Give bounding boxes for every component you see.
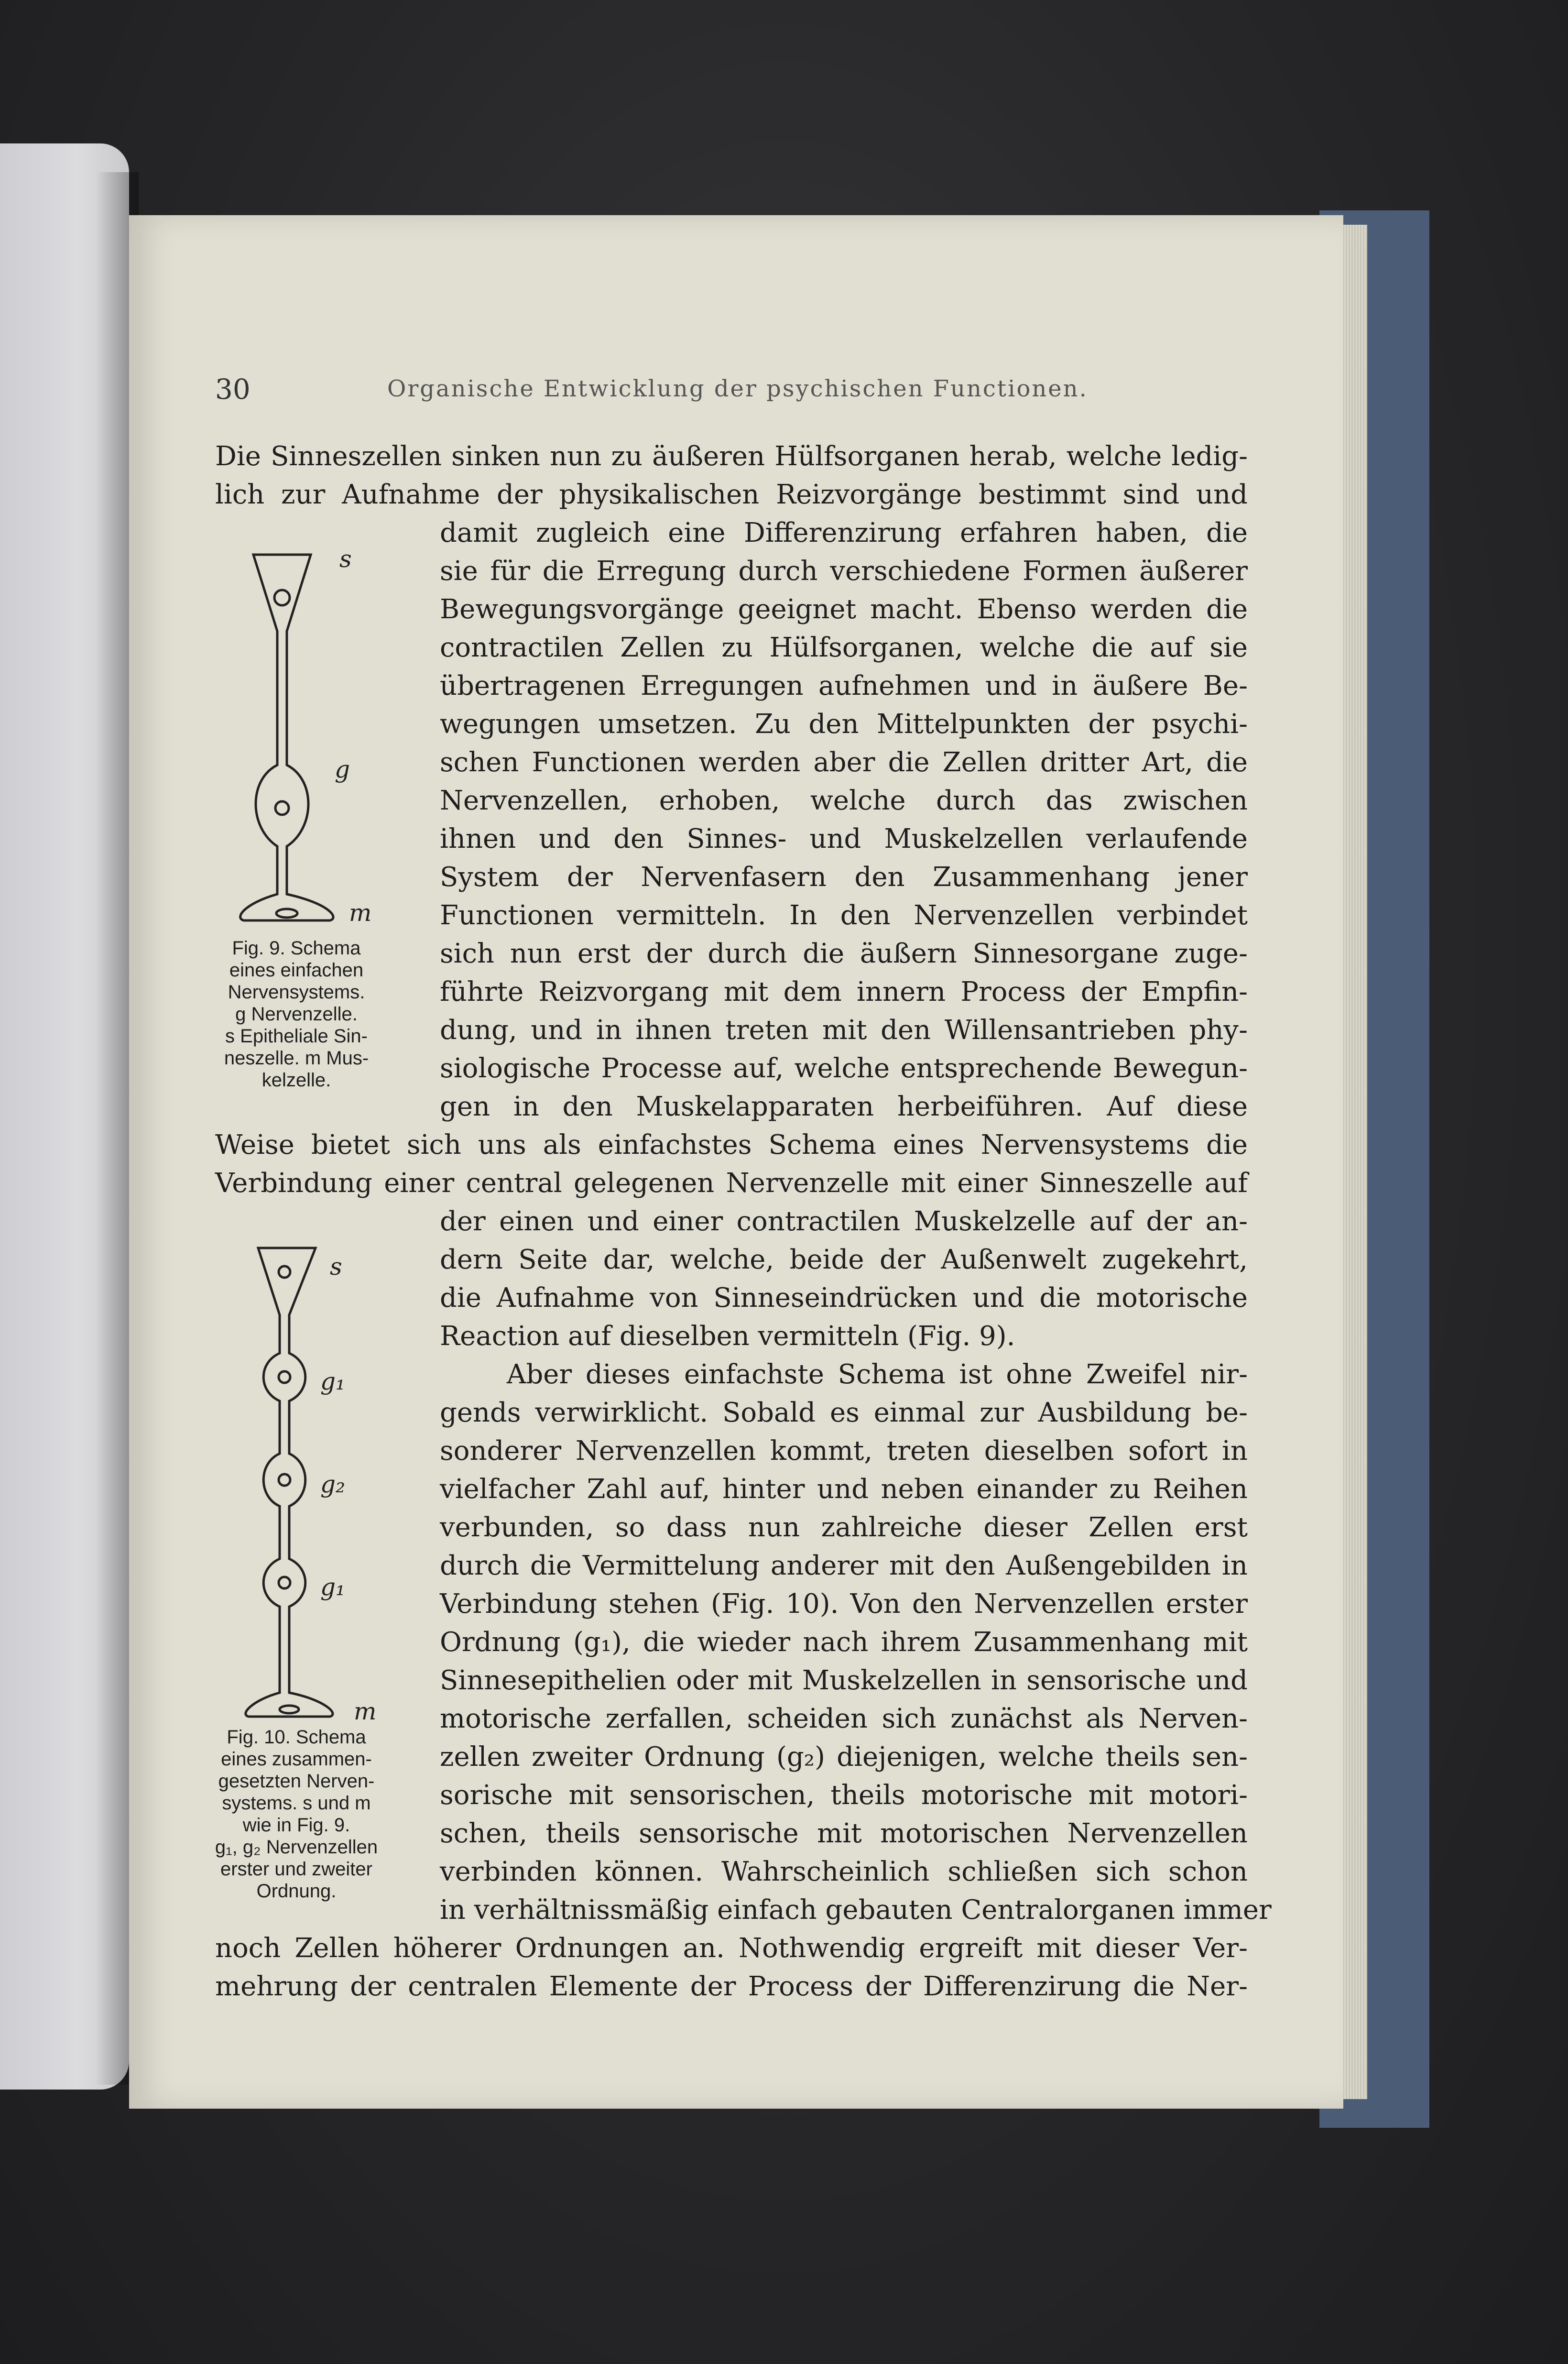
caption-line: g₁, g₂ Nervenzellen xyxy=(215,1837,378,1858)
fig10-label-g1-top: g₁ xyxy=(320,1368,346,1395)
caption-line: Fig. 10. Schema xyxy=(227,1727,366,1748)
text-line: gen in den Muskelapparaten herbeiführen. Auf diese xyxy=(440,1091,1248,1122)
text-line: verbunden, so dass nun zahlreiche dieser Zellen erst xyxy=(440,1512,1248,1543)
text-line: der einen und einer contractilen Muskelzelle auf der an- xyxy=(440,1206,1248,1237)
text-line: Die Sinneszellen sinken nun zu äußeren Hülfsorganen herab, welche ledig- xyxy=(215,441,1248,472)
text-line: motorische zerfallen, scheiden sich zunächst als Nerven- xyxy=(440,1703,1248,1734)
fig10-label-s: s xyxy=(330,1253,342,1280)
caption-line: wie in Fig. 9. xyxy=(242,1815,350,1836)
fig9-label-m: m xyxy=(349,899,372,927)
caption-line: kelzelle. xyxy=(261,1070,331,1091)
text-line: contractilen Zellen zu Hülfsorganen, welche die auf sie xyxy=(440,632,1248,663)
fig9-label-g: g xyxy=(335,755,350,783)
page-number: 30 xyxy=(215,373,250,405)
figure-9-diagram xyxy=(234,540,435,923)
caption-line: neszelle. m Mus- xyxy=(224,1048,369,1069)
figure-9-caption xyxy=(196,937,397,1091)
text-line: durch die Vermittelung anderer mit den Außengebilden in xyxy=(440,1550,1248,1581)
fig10-label-m: m xyxy=(354,1697,377,1725)
caption-line: erster und zweiter xyxy=(220,1859,372,1880)
text-line: sonderer Nervenzellen kommt, treten dieselben sofort in xyxy=(440,1435,1248,1467)
text-line: sorische mit sensorischen, theils motorische mit motori- xyxy=(440,1780,1248,1811)
figure-10-caption xyxy=(196,1726,397,1902)
text-line: Bewegungsvorgänge geeignet macht. Ebenso werden die xyxy=(440,594,1248,625)
text-line: dung, und in ihnen treten mit den Willensantrieben phy- xyxy=(440,1015,1248,1046)
text-line: Sinnesepithelien oder mit Muskelzellen in sensorische und xyxy=(440,1665,1248,1696)
text-line: damit zugleich eine Differenzirung erfahren haben, die xyxy=(440,517,1248,548)
text-line: vielfacher Zahl auf, hinter und neben einander zu Reihen xyxy=(440,1474,1248,1505)
text-line: Functionen vermitteln. In den Nervenzellen verbindet xyxy=(440,900,1248,931)
book-page xyxy=(129,215,1343,2109)
text-line: dern Seite dar, welche, beide der Außenwelt zugekehrt, xyxy=(440,1244,1248,1275)
caption-line: Ordnung. xyxy=(256,1881,337,1902)
caption-line: Fig. 9. Schema xyxy=(232,938,361,959)
text-line: verbinden können. Wahrscheinlich schließen sich schon xyxy=(440,1856,1248,1887)
fig10-label-g2: g₂ xyxy=(320,1470,346,1498)
text-line: Verbindung einer central gelegenen Nervenzelle mit einer Sinneszelle auf xyxy=(215,1168,1248,1199)
text-line: übertragenen Erregungen aufnehmen und in äußere Be- xyxy=(440,670,1248,701)
text-line: zellen zweiter Ordnung (g₂) diejenigen, welche theils sen- xyxy=(440,1741,1248,1773)
caption-line: systems. s und m xyxy=(222,1793,371,1814)
text-line: Ordnung (g₁), die wieder nach ihrem Zusammenhang mit xyxy=(440,1627,1248,1658)
text-line: lich zur Aufnahme der physikalischen Reizvorgänge bestimmt sind und xyxy=(215,479,1248,510)
caption-line: eines zusammen- xyxy=(221,1749,372,1770)
fig9-label-s: s xyxy=(339,545,352,573)
text-line: noch Zellen höherer Ordnungen an. Nothwendig ergreift mit dieser Ver- xyxy=(215,1933,1248,1964)
text-line: wegungen umsetzen. Zu den Mittelpunkten der psychi- xyxy=(440,709,1248,740)
text-line: Weise bietet sich uns als einfachstes Schema eines Nervensystems die xyxy=(215,1129,1248,1160)
text-line: sich nun erst der durch die äußern Sinnesorgane zuge- xyxy=(440,938,1248,969)
text-line: mehrung der centralen Elemente der Process der Differenzirung die Ner- xyxy=(215,1971,1248,2002)
fig10-label-g1-bottom: g₁ xyxy=(320,1573,346,1601)
text-line: führte Reizvorgang mit dem innern Process der Empfin- xyxy=(440,976,1248,1007)
text-line: siologische Processe auf, welche entsprechende Bewegun- xyxy=(440,1053,1248,1084)
caption-line: gesetzten Nerven- xyxy=(218,1771,375,1792)
text-line: System der Nervenfasern den Zusammenhang jener xyxy=(440,862,1248,893)
caption-line: eines einfachen xyxy=(229,960,364,981)
caption-line: s Epitheliale Sin- xyxy=(225,1026,368,1047)
text-line: sie für die Erregung durch verschiedene Formen äußerer xyxy=(440,556,1248,587)
text-line: Reaction auf dieselben vermitteln (Fig. 9). xyxy=(440,1321,1015,1352)
caption-line: Nervensystems. xyxy=(228,982,365,1003)
text-line: die Aufnahme von Sinneseindrücken und die motorische xyxy=(440,1282,1248,1313)
text-line: Verbindung stehen (Fig. 10). Von den Nervenzellen erster xyxy=(440,1588,1248,1620)
text-line: schen, theils sensorische mit motorischen Nervenzellen xyxy=(440,1818,1248,1849)
text-line: gends verwirklicht. Sobald es einmal zur Ausbildung be- xyxy=(440,1397,1248,1428)
running-title: Organische Entwicklung der psychischen Functionen. xyxy=(387,375,1088,402)
caption-line: g Nervenzelle. xyxy=(235,1004,358,1025)
text-line: in verhältnissmäßig einfach gebauten Centralorganen immer xyxy=(440,1894,1272,1926)
text-line: schen Functionen werden aber die Zellen dritter Art, die xyxy=(440,747,1248,778)
text-line: ihnen und den Sinnes- und Muskelzellen verlaufende xyxy=(440,823,1248,854)
text-line: Aber dieses einfachste Schema ist ohne Zweifel nir- xyxy=(507,1359,1248,1390)
text-line: Nervenzellen, erhoben, welche durch das zwischen xyxy=(440,785,1248,816)
